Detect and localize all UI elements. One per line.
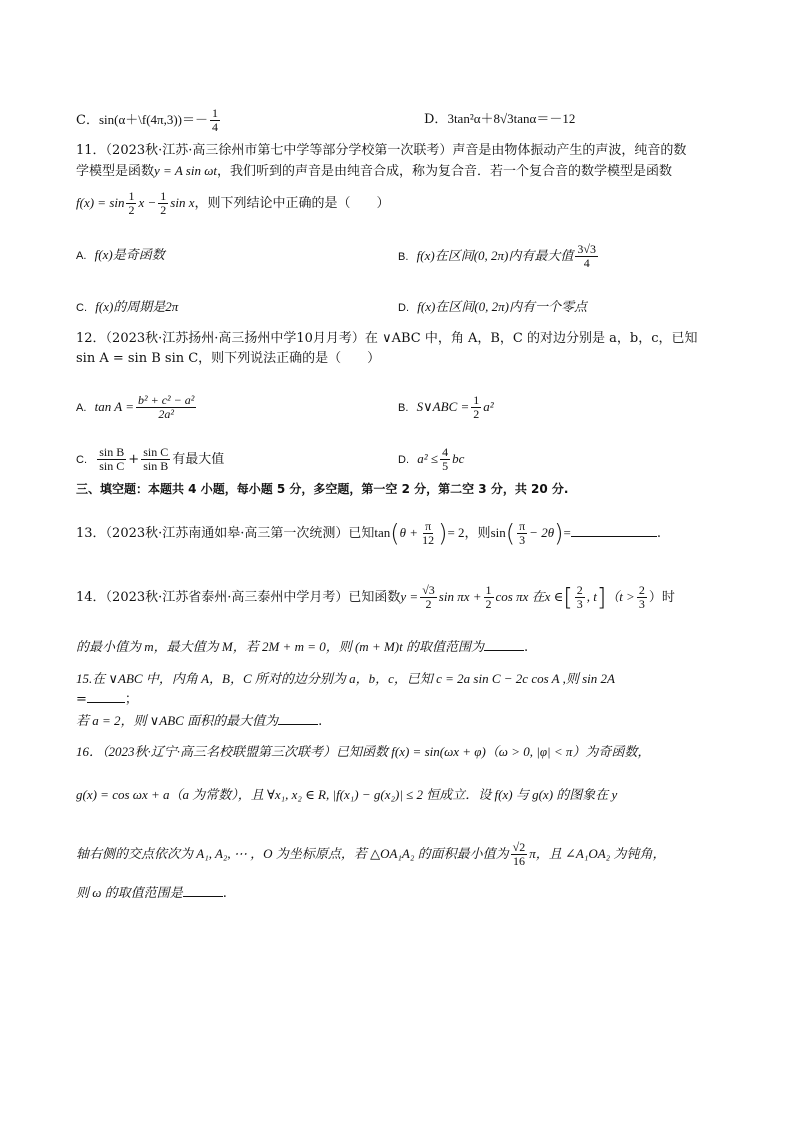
q12-option-d: D. a² ≤ $\frac{4}{5}$ bc xyxy=(398,445,465,473)
q14-stem-line2: 的最小值为 m，最大值为 M，若 2M + m = 0，则 (m + M)t 的取值范围为 . xyxy=(76,639,529,655)
answer-blank[interactable] xyxy=(87,690,125,703)
q11-stem-line2: 学模型是函数y = A sin ωt，我们听到的声音是由纯音合成，称为复合音．若一个复合音的数学模型是函数 xyxy=(76,163,673,179)
q11-stem-line3: f(x) = sin $\frac{1}{2}$ x − $\frac{1}{2}$ sin x，则下列结论中正确的是（ ） xyxy=(76,189,390,217)
q15-stem-line1: 15.在 ∨ABC 中，内角 A，B，C 所对的边分别为 a，b，c，已知 c = 2a sin C − 2c cos A ,则 sin 2A xyxy=(76,671,615,686)
q12-stem-line1: 12．（2023秋·江苏扬州·高三扬州中学10月月考）在 ∨ABC 中，角 A，B，C 的对边分别是 a，b，c，已知 xyxy=(76,331,698,346)
q11-stem-line1: 11．（2023秋·江苏·高三徐州市第七中学等部分学校第一次联考）声音是由物体振动产生的声波，纯音的数 xyxy=(76,143,687,158)
q14-stem-line1: 14．（2023秋·江苏省泰州·高三泰州中学月考）已知函数y = $\frac{√3}{2}$ sin πx + $\frac{1}{2}$ cos πx 在x ∈[ $\frac{2}{3}$ , t]（t > $\frac{2}{3}$ ）时 xyxy=(76,583,675,612)
answer-blank[interactable] xyxy=(571,524,657,537)
fraction: $\frac{1}{4}$ xyxy=(212,106,219,134)
answer-blank[interactable] xyxy=(183,884,223,897)
q16-stem-line4: 则 ω 的取值范围是 . xyxy=(76,885,227,901)
answer-blank[interactable] xyxy=(278,712,318,725)
q16-stem-line3: 轴右侧的交点依次为 A₁, A₂, ⋯ ，O 为坐标原点，若 △OA₁A₂ 的面积最小值为 $\frac{√2}{16}$ π，且 ∠A₁OA₂ 为钝角， xyxy=(76,840,666,868)
q15-stem-line2: = ； xyxy=(76,692,138,707)
q11-option-a: A. f(x)是奇函数 xyxy=(76,247,165,262)
q10-option-d: D．3tan²α＋8√3tanα＝－12 xyxy=(424,111,576,127)
answer-blank[interactable] xyxy=(484,638,524,651)
q11-option-c: C. f(x)的周期是2π xyxy=(76,299,179,314)
q10-option-c: C．sin(α＋\f(4π,3))＝－ $\frac{1}{4}$ xyxy=(76,106,219,134)
q16-stem-line2: g(x) = cos ωx + a（a 为常数），且 ∀x₁, x₂ ∈ R, |f(x₁) − g(x₂)| ≤ 2 恒成立．设 f(x) 与 g(x) 的图象在 y xyxy=(76,787,618,802)
section-heading-fill-in: 三、填空题：本题共 4 小题，每小题 5 分，多空题，第一空 2 分，第二空 3 分，共 20 分. xyxy=(76,482,569,496)
q16-stem-line1: 16．（2023秋·辽宁·高三名校联盟第三次联考）已知函数 f(x) = sin(ωx + φ)（ω > 0, |φ| < π）为奇函数， xyxy=(76,744,651,759)
q12-option-a: A. tan A = $\frac{\text{b² + c² − a²}}{\text{2a²}}$ xyxy=(76,393,195,421)
q12-option-c: C. $\frac{\text{sin B}}{\text{sin C}}$ + $\frac{\text{sin C}}{\text{sin B}}$ 有最大值 xyxy=(76,445,225,473)
q15-stem-line3: 若 a = 2，则 ∨ABC 面积的最大值为 . xyxy=(76,713,323,729)
q12-option-b: B. S∨ABC = $\frac{1}{2}$ a² xyxy=(398,393,494,421)
q11-option-b: B. f(x)在区间(0, 2π)内有最大值 $\frac{3√3}{4}$ xyxy=(398,242,596,270)
q12-stem-line2: sin A = sin B sin C，则下列说法正确的是（ ） xyxy=(76,351,381,366)
q13-stem: 13．（2023秋·江苏南通如皋·高三第一次统测）已知tan(θ + $\frac{\pi}{12}$ )= 2，则sin( $\frac{\pi}{3}$ − 2θ)= . xyxy=(76,519,661,548)
q11-option-d: D. f(x)在区间(0, 2π)内有一个零点 xyxy=(398,299,587,314)
